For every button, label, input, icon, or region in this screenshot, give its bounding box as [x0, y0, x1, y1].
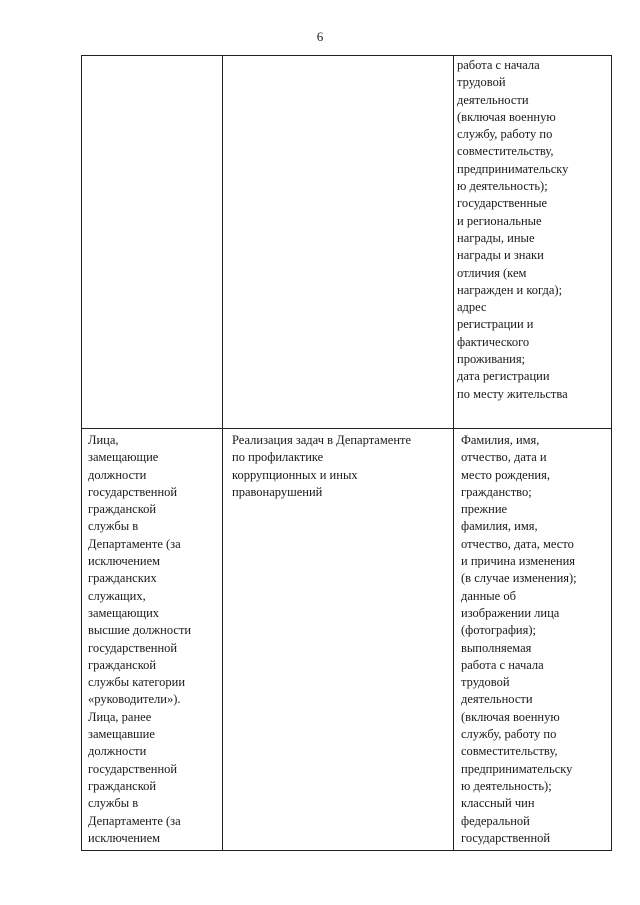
page-number: 6 [316, 29, 324, 44]
table-cell-r2-c2: Реализация задач в Департаменте по профилактике коррупционных и иных правонарушений [232, 433, 412, 499]
table-cell-r1-c2 [223, 56, 453, 428]
row-divider [82, 428, 611, 429]
table-cell-r1-c1 [82, 56, 222, 428]
table-cell-r1-c3: работа с начала трудовой деятельности (включая военную службу, работу по совместительству, предпринимательску ю деятельность); государственные и региональные награды, иные награды и знаки отличия (кем награжден и когда); адрес регистрации и фактического проживания; дата регистрации по месту жительства [457, 58, 569, 401]
column-divider-2 [453, 56, 454, 850]
data-table [81, 55, 612, 851]
table-cell-r2-c1: Лица, замещающие должности государственной гражданской службы в Департаменте (за исключением гражданских служащих, замещающих высшие должности государственной гражданской службы категории «руководители»). Лица, ранее замещавшие должности государственной гражданской службы в Департаменте (за исключением [88, 433, 192, 845]
table-cell-r2-c3: Фамилия, имя, отчество, дата и место рождения, гражданство; прежние фамилия, имя, отчество, дата, место и причина изменения (в случае изменения); данные об изображении лица (фотография); выполняемая работа с начала трудовой деятельности (включая военную службу, работу по совместительству, предпринимательску ю деятельность); классный чин федеральной государственной [461, 433, 577, 845]
